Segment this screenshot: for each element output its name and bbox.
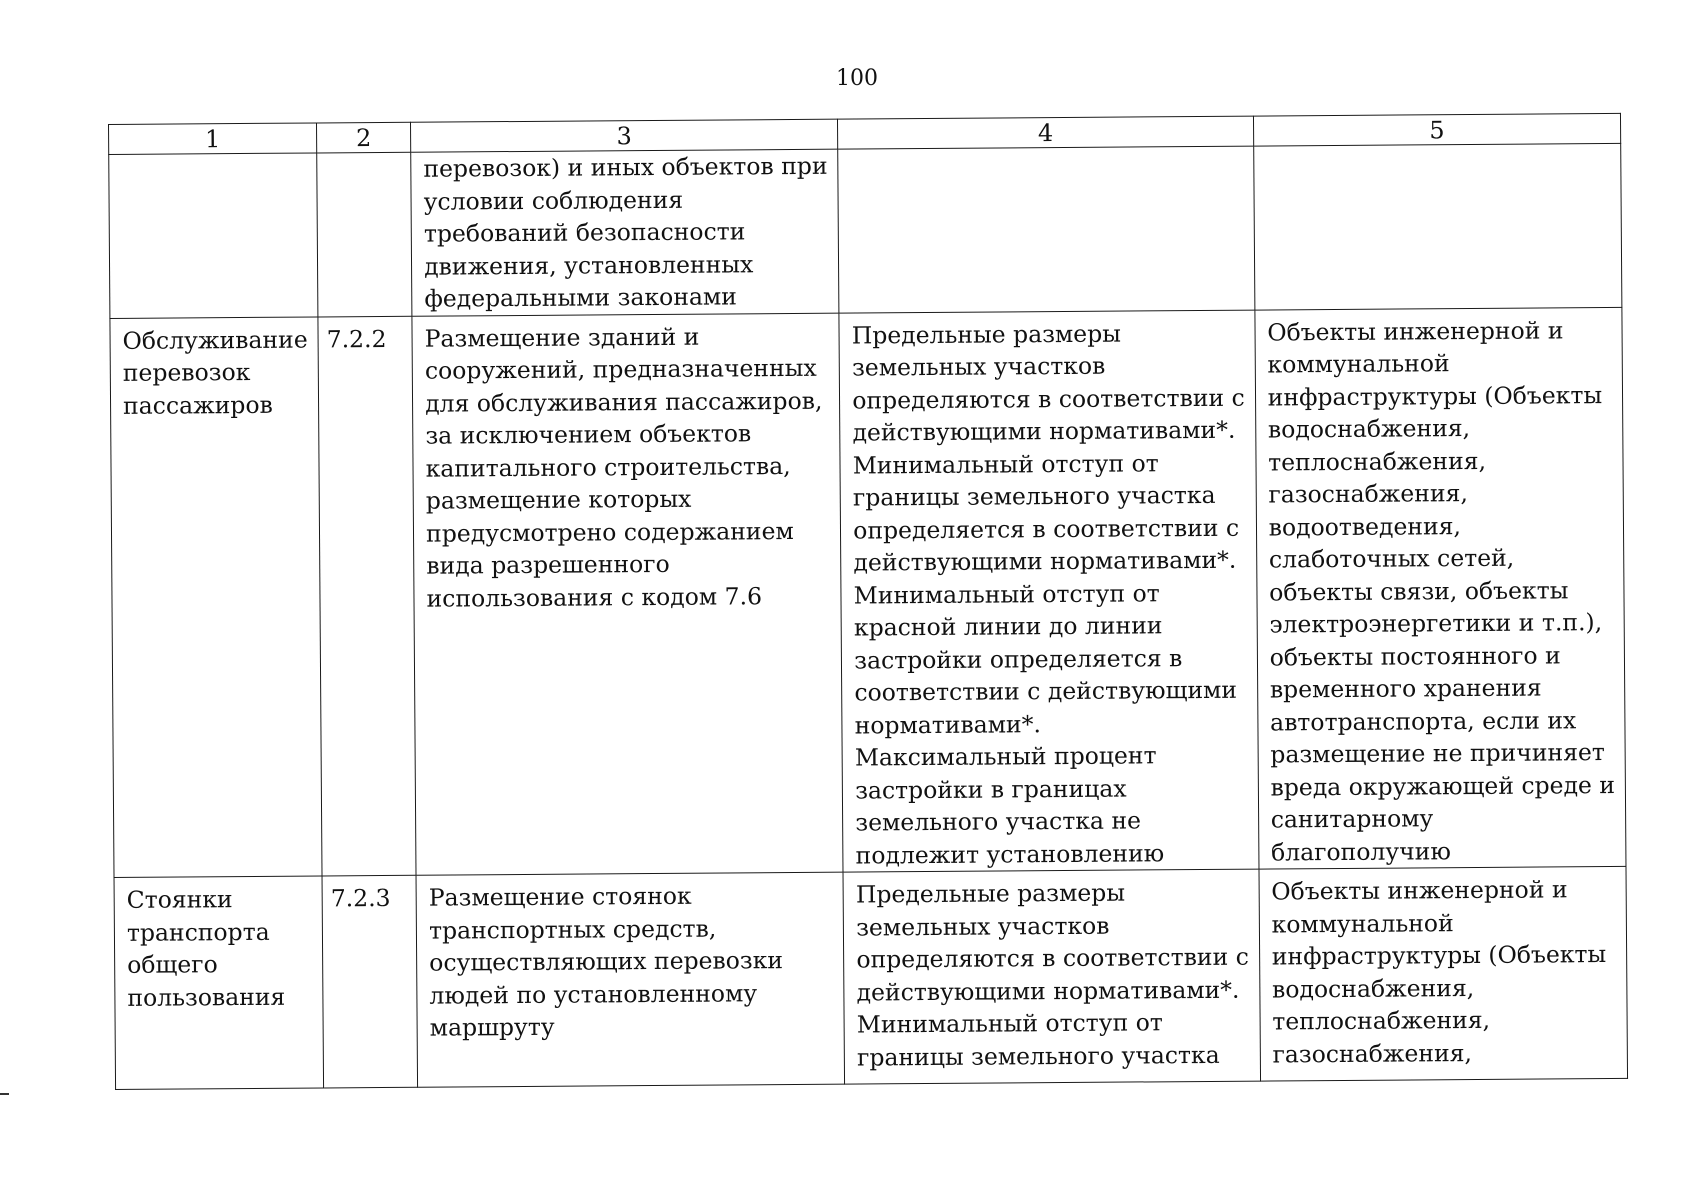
text-line: определяются в соответствии с <box>856 942 1249 974</box>
text-line: Размещение стоянок <box>428 881 692 912</box>
page-number: 100 <box>836 66 878 91</box>
text-line: действующими нормативами*. <box>853 545 1237 577</box>
text-line: автотранспорта, если их <box>1270 705 1577 736</box>
text-line: санитарному <box>1270 804 1434 834</box>
text-line: инфраструктуры (Объекты <box>1271 940 1607 971</box>
cell-name <box>114 876 324 1090</box>
text-line: теплоснабжения, <box>1268 446 1487 477</box>
text-line: размещение которых <box>425 484 692 515</box>
column-header-5: 5 <box>1253 113 1621 146</box>
text-line: осуществляющих перевозки <box>429 946 784 977</box>
text-line: условии соблюдения <box>423 185 684 216</box>
text-line: сооружений, предназначенных <box>424 353 817 385</box>
text-line: Максимальный процент <box>854 741 1157 772</box>
text-line: застройки в границах <box>855 774 1127 805</box>
text-line: за исключением объектов <box>425 419 752 450</box>
text-line: 7.2.2 <box>326 324 387 353</box>
text-line: земельных участков <box>851 351 1106 382</box>
text-line: теплоснабжения, <box>1272 1005 1491 1036</box>
text-line: действующими нормативами*. <box>852 415 1236 447</box>
text-line: коммунальной <box>1271 908 1454 938</box>
text-line: электроэнергетики и т.п.), <box>1269 608 1603 639</box>
text-line: границы земельного участка <box>852 480 1216 512</box>
cell-code <box>322 875 418 1088</box>
text-line: водоотведения, <box>1268 511 1462 542</box>
text-line: водоснабжения, <box>1267 414 1471 444</box>
cell-description <box>411 149 839 316</box>
cell-parameters <box>843 869 1260 1084</box>
text-line: 7.2.3 <box>330 883 391 913</box>
table-row-7-2-3 <box>114 866 1628 1089</box>
cell-objects <box>1255 307 1627 869</box>
text-line: Предельные размеры <box>851 319 1121 350</box>
text-line: земельного участка не <box>855 806 1142 837</box>
text-line: инфраструктуры (Объекты <box>1267 380 1603 412</box>
text-line: транспортных средств, <box>428 914 717 945</box>
text-line: транспорта <box>126 917 270 947</box>
cell-code <box>317 152 412 316</box>
text-line: перевозок <box>122 357 251 387</box>
text-line: размещение не причиняет <box>1270 738 1605 769</box>
text-line: людей по установленному <box>429 978 758 1010</box>
text-line: определяется в соответствии с <box>853 513 1240 545</box>
text-line: маршруту <box>429 1012 555 1042</box>
cell-code <box>318 316 416 876</box>
cell-parameters <box>838 146 1255 313</box>
column-header-4: 4 <box>838 116 1254 149</box>
table-row-7-2-2 <box>110 307 1626 878</box>
text-line: пассажиров <box>122 390 273 420</box>
land-use-table <box>108 113 1628 1090</box>
text-line: Стоянки <box>126 885 233 914</box>
text-line: объекты постоянного и <box>1269 640 1561 671</box>
text-line: Объекты инженерной и <box>1271 875 1568 906</box>
text-line: Объекты инженерной и <box>1267 315 1564 347</box>
column-header-1: 1 <box>109 123 317 155</box>
text-line: требований безопасности <box>423 217 746 248</box>
cell-description <box>416 872 845 1087</box>
text-line: газоснабжения, <box>1272 1038 1473 1068</box>
text-line: вреда окружающей среде и <box>1270 770 1616 801</box>
text-line: земельных участков <box>856 911 1110 942</box>
text-line: временного хранения <box>1269 673 1542 704</box>
margin-mark <box>0 1093 9 1095</box>
table-row-continuation <box>109 143 1622 318</box>
text-line: благополучию <box>1270 836 1451 866</box>
text-line: Минимальный отступ от <box>853 578 1160 610</box>
text-line: общего <box>127 950 218 979</box>
text-line: объекты связи, объекты <box>1269 575 1569 607</box>
text-line: перевозок) и иных объектов при <box>423 151 828 183</box>
text-line: действующими нормативами*. <box>856 975 1240 1007</box>
text-line: для обслуживания пассажиров, <box>425 386 823 418</box>
column-header-3: 3 <box>411 119 838 152</box>
text-line: движения, установленных <box>424 249 754 281</box>
text-line: Размещение зданий и <box>424 322 700 353</box>
cell-objects <box>1259 866 1628 1081</box>
text-line: использования с кодом 7.6 <box>426 581 763 613</box>
text-line: Предельные размеры <box>855 878 1126 909</box>
text-line: водоснабжения, <box>1271 973 1475 1003</box>
text-line: федеральными законами <box>424 282 737 313</box>
text-line: соответствии с действующими <box>854 675 1238 707</box>
text-line: Обслуживание <box>122 325 308 355</box>
text-line: Минимальный отступ от <box>856 1008 1163 1039</box>
cell-objects <box>1253 143 1622 309</box>
cell-parameters <box>839 310 1259 873</box>
text-line: слаботочных сетей, <box>1268 543 1515 574</box>
text-line: определяются в соответствии с <box>852 383 1245 415</box>
cell-description <box>412 313 843 876</box>
cell-name <box>109 153 318 318</box>
text-line: подлежит установлению <box>855 838 1165 870</box>
text-line: пользования <box>127 982 286 1012</box>
text-line: красной линии до линии <box>853 611 1163 642</box>
text-line: коммунальной <box>1267 349 1450 379</box>
text-line: капитального строительства, <box>425 451 791 483</box>
text-line: нормативами*. <box>854 709 1041 740</box>
text-line: Минимальный отступ от <box>852 448 1159 480</box>
text-line: газоснабжения, <box>1268 479 1468 509</box>
text-line: предусмотрено содержанием <box>425 516 794 548</box>
text-line: застройки определяется в <box>854 643 1183 675</box>
cell-name <box>110 316 322 877</box>
text-line: границы земельного участка <box>856 1040 1220 1072</box>
text-line: вида разрешенного <box>426 549 670 580</box>
column-header-2: 2 <box>317 122 411 153</box>
